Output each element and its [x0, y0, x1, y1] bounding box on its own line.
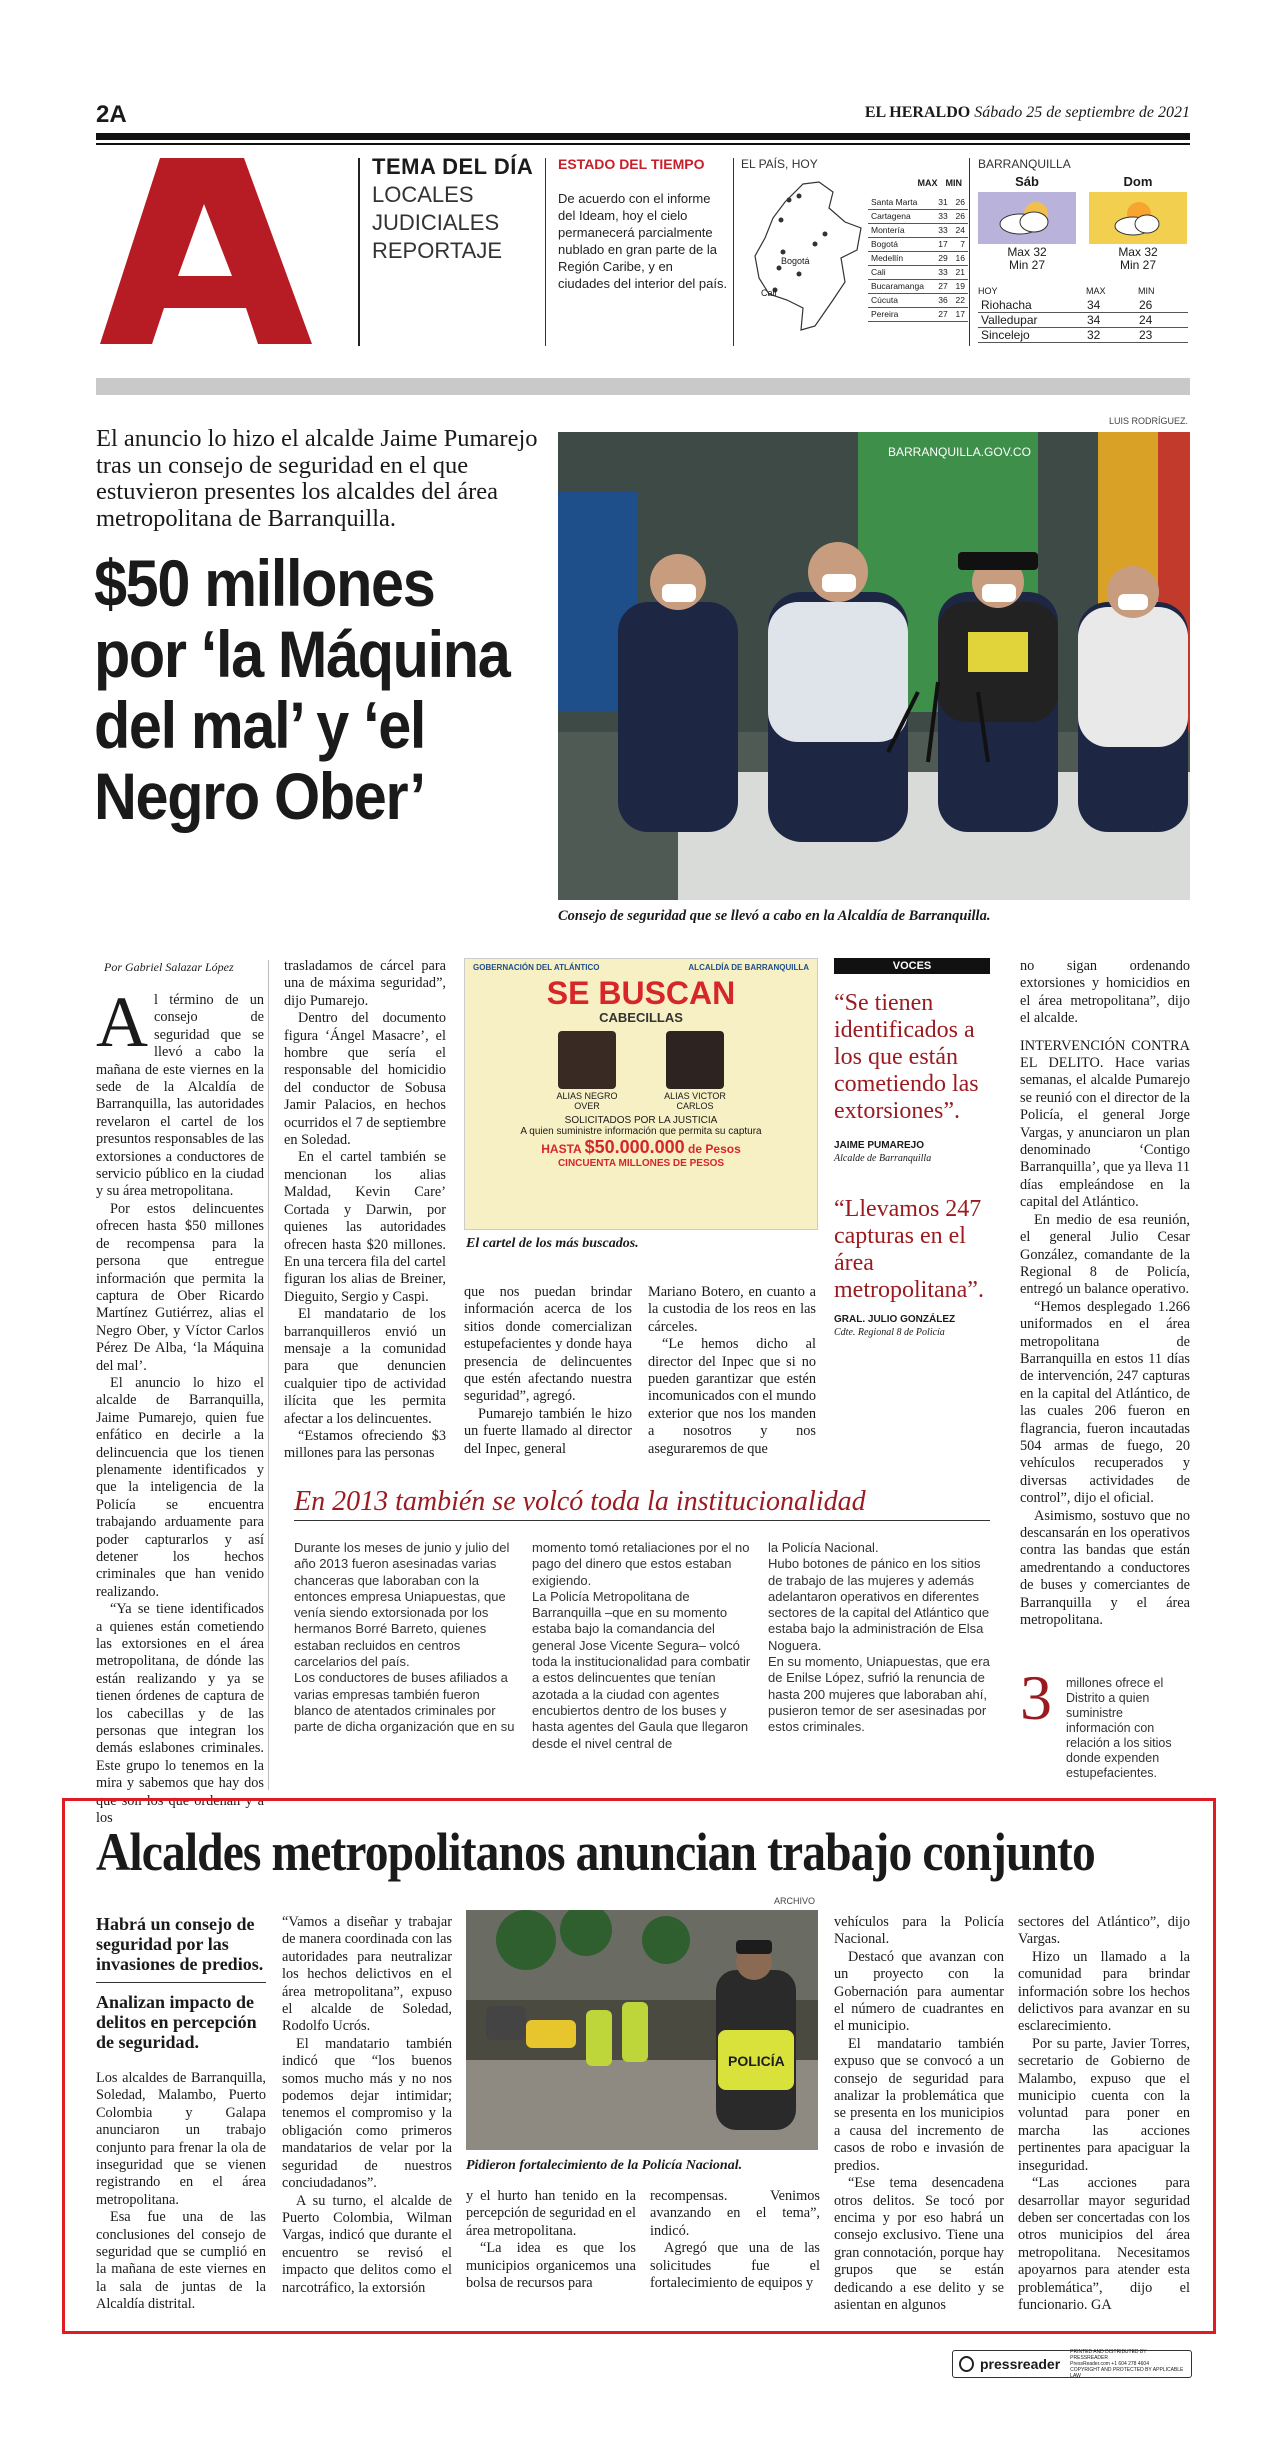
lead-col1-p2: Por estos delincuentes ofrecen hasta $50 millones de recompensa para la persona que entregue información que permita la captura de Ober Ricardo Martínez Gutiérrez, alias el Negro Ober, y Víctor Carlos Pérez De Alba, ‘la Máquina del mal’.	[96, 1200, 264, 1374]
section-band	[96, 378, 1190, 395]
weather-divider-1	[545, 158, 546, 346]
city-max: 33	[934, 210, 951, 224]
forecast-day-name: Dom	[1123, 174, 1153, 189]
weather-text: De acuerdo con el informe del Ideam, hoy el cielo permanecerá parcialmente nublado en gran parte de la Región Caribe, y en ciudades del interior del país.	[558, 191, 728, 291]
section-divider	[358, 158, 360, 346]
city-name: Cúcuta	[868, 294, 934, 308]
city-weather-row	[868, 266, 968, 280]
region-name: Sincelejo	[978, 328, 1084, 343]
reward-post: de Pesos	[688, 1142, 741, 1156]
section-sublabel-3: REPORTAJE	[372, 238, 502, 263]
lead-col5-p3: En medio de esa reunión, el general Julio Cesar González, comandante de la Regional 8 de Policía, entregó un balance operativo.	[1020, 1211, 1190, 1298]
city-weather-table-wrap	[868, 178, 968, 322]
second-col6-p1: sectores del Atlántico”, dijo Vargas.	[1018, 1914, 1190, 1948]
lead-col-2	[284, 958, 446, 1463]
city-min-header: MIN	[945, 178, 962, 188]
second-deck-2: Analizan impacto de delitos en percepción de seguridad.	[96, 1992, 257, 2052]
city-weather-row	[868, 308, 968, 322]
city-weather-row	[868, 224, 968, 238]
fact-number: 3	[1020, 1662, 1052, 1733]
lead-col2-p4: El mandatario de los barranquilleros envió un mensaje a la comunidad para que denuncien cualquier tipo de actividad ilícita que les permita afectar a los delincuentes.	[284, 1306, 446, 1427]
second-col2-p1: “Vamos a diseñar y trabajar de manera coordinada con las autoridades para neutralizar los hechos delictivos en el área metropolitana”, expuso el alcalde de Soledad, Rodolfo Ucrós.	[282, 1914, 452, 2035]
city-max: 33	[934, 224, 951, 238]
issue-date: Sábado 25 de septiembre de 2021	[974, 104, 1190, 121]
city-min: 26	[951, 210, 968, 224]
map-label-cali: Cali	[761, 288, 777, 298]
city-min: 19	[951, 280, 968, 294]
pressreader-small-2: PressReader.com +1 604 278 4604	[1070, 2361, 1149, 2367]
poster-title: SE BUSCAN	[546, 975, 736, 1011]
poster-info: A quien suministre información que permita su captura	[520, 1126, 762, 1137]
lead-col5-p4: “Hemos desplegado 1.266 uniformados en el área metropolitana de Barranquilla en estos 11 días de intervención, 247 capturas en la capital del Atlántico, de las cuales 206 fueron en flagrancia, fueron incautadas 504 armas de fuego, 20 vehículos recuperados y diversas actividades de control”, dijo el oficial.	[1020, 1298, 1190, 1507]
second-col6-p3: Por su parte, Javier Torres, secretario de Gobierno de Malambo, expuso que el municipio cuenta con la voluntad para poner en marcha las acciones pertinentes para apaciguar la inseguridad.	[1018, 2035, 1190, 2174]
sidebar-2013-col-3: la Policía Nacional. Hubo botones de pánico en los sitios de trabajo de las mujeres y además adelantaron operativos en diferentes sectores de la capital del Atlántico que estaba bajo la administración de Elsa Noguera. En su momento, Uniapuestas, que era de Enilse López, sufrió la renuncia de hasta 200 mujeres que laboraban ahí, pusieron temor de ser asesinadas por estos criminales.	[768, 1540, 990, 1735]
city-weather-row	[868, 196, 968, 210]
tema-label: TEMA DEL DÍA	[372, 154, 534, 179]
second-col4-p2: Agregó que una de las solicitudes fue el fortalecimiento de equipos y	[650, 2240, 820, 2292]
second-deck-rule	[96, 1982, 266, 1983]
wanted-photo-2	[666, 1031, 724, 1089]
second-col5-p3: El mandatario también expuso que se convocó a un consejo de seguridad para analizar la problemática que se presenta en los municipios a causa del incremento de casos de robo e invasión de predios.	[834, 2035, 1004, 2174]
weather-divider-2	[733, 158, 734, 346]
forecast-day-dom	[1089, 174, 1187, 272]
police-vest-text: POLICÍA	[728, 2053, 785, 2069]
forecast-day-name: Sáb	[1015, 174, 1039, 189]
city-name: Santa Marta	[868, 196, 934, 210]
city-weather-row	[868, 238, 968, 252]
city-max-header: MAX	[917, 178, 938, 188]
city-name: Cali	[868, 266, 934, 280]
second-headline: Alcaldes metropolitanos anuncian trabajo conjunto	[96, 1822, 1095, 1882]
header-rule-thin	[96, 143, 1190, 145]
city-min: 16	[951, 252, 968, 266]
second-col1-p2: Esa fue una de las conclusiones del consejo de seguridad que se cumplió en la mañana de este viernes en la sala de juntas de la Alcaldía distrital.	[96, 2209, 266, 2313]
lead-col1-p1: l término de un consejo de seguridad que se llevó a cabo la mañana de este viernes en la sede de la Alcaldía de Barranquilla, las autoridades revelaron el cartel de los presuntos responsables de las extorsiones a conductores de servicio público en la ciudad y su área metropolitana.	[96, 992, 264, 1200]
lead-col5-p1: no sigan ordenando extorsiones y homicidios en el área metropolitana”, dijo el alcalde.	[1020, 958, 1190, 1027]
sidebar-2013-col-2: momento tomó retaliaciones por el no pago del dinero que estos estaban exigiendo. La Policía Metropolitana de Barranquilla –que en su momento estaba bajo la comandancia del general Jose Vicente Segura– volcó toda la institucionalidad para combatir a estos delincuentes que tenían azotada a la ciudad con agentes encubiertos dentro de los buses y hasta agentes del Gaula que llegaron desde el nivel central de	[532, 1540, 751, 1751]
city-max: 17	[934, 238, 951, 252]
fact-text: millones ofrece el Distrito a quien suministre información con relación a los sitios donde expenden estupefacientes.	[1066, 1676, 1172, 1780]
second-col1-p1: Los alcaldes de Barranquilla, Soledad, Malambo, Puerto Colombia y Galapa anunciaron un trabajo conjunto para frenar la ola de inseguridad que se vienen registrando en el área metropolitana.	[96, 2070, 266, 2208]
forecast-max: Max 32	[1118, 245, 1158, 259]
lead-col3-p1: que nos puedan brindar información acerca de los sitios donde comercializan estupefacientes y donde haya presencia de delincuentes que estén afectando nuestra seguridad”, agregó.	[464, 1284, 632, 1405]
region-min: 23	[1136, 328, 1188, 343]
city-name: Montería	[868, 224, 934, 238]
section-sublabel-1: LOCALES	[372, 182, 474, 207]
local-weather-title: BARRANQUILLA	[978, 157, 1071, 171]
pressreader-brand: pressreader	[980, 2356, 1061, 2372]
lead-col4-p1: Mariano Botero, en cuanto a la custodia de los reos en las cárceles.	[648, 1284, 816, 1335]
pressreader-small-1: PRINTED AND DISTRIBUTED BY PRESSREADER	[1070, 2349, 1147, 2361]
voces-role-1: Alcalde de Barranquilla	[834, 1153, 932, 1164]
lead-col-5	[1020, 958, 1190, 1629]
lead-col2-p1: trasladamos de cárcel para una de máxima seguridad”, dijo Pumarejo.	[284, 958, 446, 1009]
lead-col4-p2: “Le hemos dicho al director del Inpec que si no pueden garantizar que estén incomunicados con el mundo exterior que nos los manden a nosotros y nos aseguraremos de que	[648, 1336, 816, 1457]
city-weather-row	[868, 280, 968, 294]
region-min: 26	[1136, 298, 1188, 313]
city-name: Bogotá	[868, 238, 934, 252]
lead-col5-p2: INTERVENCIÓN CONTRA EL DELITO. Hace varias semanas, el alcalde Pumarejo se reunió con el director de la Policía, el general Jorge Vargas, y anunciaron un plan denominado ‘Contigo Barranquilla’, que ya lleva 11 días empleándose en la capital del Atlántico.	[1020, 1037, 1190, 1211]
poster-logo-right: ALCALDÍA DE BARRANQUILLA	[688, 963, 809, 972]
poster-logo-left: GOBERNACIÓN DEL ATLÁNTICO	[473, 963, 600, 972]
city-name: Cartagena	[868, 210, 934, 224]
header-rule-thick	[96, 133, 1190, 140]
second-col2-p3: A su turno, el alcalde de Puerto Colombia, Wilman Vargas, indicó que durante el encuentro se revisó el impacto que delitos como el narcotráfico, la extorsión	[282, 2192, 452, 2296]
second-col-5	[834, 1914, 1004, 2314]
weather-title: ESTADO DEL TIEMPO	[558, 156, 705, 172]
city-name: Pereira	[868, 308, 934, 322]
wanted-poster	[464, 958, 818, 1230]
pressreader-logo-icon	[959, 2356, 974, 2372]
region-weather-row	[978, 313, 1188, 328]
city-max: 27	[934, 280, 951, 294]
voces-label: VOCES	[834, 958, 990, 974]
second-deck-1: Habrá un consejo de seguridad por las invasiones de predios.	[96, 1914, 264, 1974]
dropcap: A	[96, 982, 148, 1062]
region-weather-row	[978, 298, 1188, 313]
paper-name: EL HERALDO	[864, 104, 971, 121]
forecast-min: Min 27	[1119, 258, 1157, 272]
lead-col-3	[464, 1284, 632, 1458]
lead-col2-p5: “Estamos ofreciendo $3 millones para las personas	[284, 1427, 446, 1462]
lead-photo	[558, 432, 1190, 900]
forecast-max: Max 32	[1007, 245, 1047, 259]
second-col5-p2: Destacó que avanzan con un proyecto con la Gobernación para aumentar el número de cuadrantes en el municipio.	[834, 1948, 1004, 2035]
second-col-3	[466, 2188, 636, 2292]
voces-role-2: Cdte. Regional 8 de Policía	[834, 1327, 945, 1338]
svg-text:BARRANQUILLA.GOV.CO: BARRANQUILLA.GOV.CO	[888, 445, 1031, 459]
city-max: 33	[934, 266, 951, 280]
city-min: 22	[951, 294, 968, 308]
city-max: 29	[934, 252, 951, 266]
hoy-label: HOY	[978, 286, 998, 296]
poster-caption: El cartel de los más buscados.	[466, 1236, 639, 1251]
second-photo-caption: Pidieron fortalecimiento de la Policía Nacional.	[466, 2158, 743, 2173]
pressreader-small-3: COPYRIGHT AND PROTECTED BY APPLICABLE LAW	[1070, 2367, 1184, 2379]
lead-col1-p3: El anuncio lo hizo el alcalde de Barranquilla, Jaime Pumarejo, quien fue enfático en decirle a la delincuencia que los tienen plenamente identificados y que la inteligencia de la Policía se encuentra trabajando arduamente para poder capturarlos y así detener los hechos criminales que han venido realizando.	[96, 1374, 264, 1600]
city-min: 21	[951, 266, 968, 280]
wanted-name-1: ALIAS NEGRO OVER	[556, 1091, 618, 1111]
section-sublabel-2: JUDICIALES	[372, 210, 500, 235]
second-col-2	[282, 1914, 452, 2297]
reward-amount: $50.000.000	[584, 1137, 685, 1157]
city-max: 31	[934, 196, 951, 210]
forecast-day-sab	[978, 174, 1076, 272]
wanted-photo-1	[558, 1031, 616, 1089]
second-col-4	[650, 2188, 820, 2292]
poster-solicitados: SOLICITADOS POR LA JUSTICIA	[564, 1115, 718, 1126]
country-weather-title: EL PAÍS, HOY	[741, 157, 818, 171]
lead-col2-p2: Dentro del documento figura ‘Ángel Masacre’, el hombre que sería el responsable del homicidio del conductor de Sobusa Jamir Palacios, en hechos ocurridos el 7 de septiembre en Soledad.	[284, 1010, 446, 1149]
city-max: 27	[934, 308, 951, 322]
lead-col-1	[96, 982, 264, 1828]
byline: Por Gabriel Salazar López	[104, 960, 234, 974]
voces-name-2: GRAL. JULIO GONZÁLEZ	[834, 1314, 956, 1325]
city-min: 7	[951, 238, 968, 252]
region-weather-table	[978, 298, 1188, 343]
second-col6-p4: “Las acciones para desarrollar mayor seguridad deben ser concertadas con los otros municipios del área metropolitana. Necesitamos apoyarnos para atender esta problemática”, dijo el funcionario. GA	[1018, 2175, 1190, 2313]
city-min: 24	[951, 224, 968, 238]
reward-pre: HASTA	[541, 1142, 582, 1156]
region-max: 34	[1084, 313, 1136, 328]
region-name: Valledupar	[978, 313, 1084, 328]
second-col2-p2: El mandatario también indicó que “los buenos somos mucho más y no nos podemos dejar intimidar; tenemos el compromiso y la obligación como primeros mandatarios de velar por la seguridad de nuestros conciudadanos”.	[282, 2035, 452, 2192]
lead-col2-p3: En el cartel también se mencionan los alias Maldad, Kevin Care’ Cortada y Darwin, por quienes las autoridades ofrecen hasta $20 millones. En una tercera fila del cartel figuran los alias de Breiner, Dieguito, Sergio y Caspi.	[284, 1149, 446, 1305]
sidebar-2013-col-1: Durante los meses de junio y julio del año 2013 fueron asesinadas varias chanceras que laboraban con la entonces empresa Uniapuestas, que venía siendo extorsionada por los hermanos Borré Barreto, quienes estaban recluidos en centros carcelarios del país. Los conductores de buses afiliados a varias empresas también fueron blanco de atentados criminales por parte de dicha organización que en su	[294, 1540, 515, 1735]
lead-headline: $50 millones por ‘la Máquina del mal’ y ‘el Negro Ober’	[94, 546, 510, 833]
city-min: 17	[951, 308, 968, 322]
region-min: 24	[1136, 313, 1188, 328]
region-max: 32	[1084, 328, 1136, 343]
second-col3-p2: “La idea es que los municipios organicemos una bolsa de recursos para	[466, 2240, 636, 2292]
section-a-glyph	[96, 158, 316, 344]
lead-photo-caption: Consejo de seguridad que se llevó a cabo en la Alcaldía de Barranquilla.	[558, 908, 991, 924]
page-number: 2A	[96, 101, 127, 128]
pressreader-badge[interactable]	[952, 2350, 1192, 2378]
second-col5-p1: vehículos para la Policía Nacional.	[834, 1914, 1004, 1948]
lead-col-4	[648, 1284, 816, 1458]
region-max: 34	[1084, 298, 1136, 313]
cloudy-sun-icon	[978, 192, 1076, 244]
sidebar-2013-rule	[294, 1520, 990, 1521]
poster-subtitle: CABECILLAS	[599, 1010, 683, 1025]
sunny-cloud-icon	[1089, 192, 1187, 244]
region-max-header: MAX	[1086, 286, 1106, 296]
second-col6-p2: Hizo un llamado a la comunidad para brindar información sobre los hechos delictivos para avanzar en su esclarecimiento.	[1018, 1948, 1190, 2035]
city-name: Bucaramanga	[868, 280, 934, 294]
city-min: 26	[951, 196, 968, 210]
city-weather-row	[868, 252, 968, 266]
archive-label: ARCHIVO	[774, 1896, 816, 1906]
region-min-header: MIN	[1138, 286, 1155, 296]
second-col3-p1: y el hurto han tenido en la percepción de seguridad en el área metropolitana.	[466, 2188, 636, 2239]
photo-credit: LUIS RODRÍGUEZ.	[1108, 416, 1188, 426]
map-label-bogota: Bogotá	[781, 256, 810, 266]
second-col5-p4: “Ese tema desencadena otros delitos. Se tocó por encima y por eso habrá un consejo exclusivo. Tiene una gran connotación, porque hay grupos que se están dedicando a ese delito y se asientan en algunos	[834, 2175, 1004, 2313]
colombia-map	[741, 178, 871, 338]
region-weather-row	[978, 328, 1188, 343]
voces-quote-1: “Se tienen identificados a los que están cometiendo las extorsiones”.	[834, 990, 979, 1124]
voces-name-1: JAIME PUMAREJO	[834, 1140, 925, 1151]
sidebar-2013-title: En 2013 también se volcó toda la institucionalidad	[294, 1486, 866, 1517]
second-col-1	[96, 2070, 266, 2314]
weather-divider-3	[969, 158, 970, 346]
city-weather-row	[868, 210, 968, 224]
masthead-info	[865, 104, 1190, 122]
col-rule-1	[268, 960, 269, 1790]
section-letter-logo	[96, 158, 316, 344]
forecast-min: Min 27	[1008, 258, 1046, 272]
city-weather-table	[868, 196, 968, 322]
city-weather-row	[868, 294, 968, 308]
lead-col1-p4: “Ya se tiene identificados a quienes están cometiendo las extorsiones en el área metropolitana, de dónde las están realizando y ya se tienen órdenes de captura de los cabecillas y de las personas que integran los demás eslabones criminales. Este grupo lo tenemos en la mira y sabemos que hay dos que son los que ordenan y a los	[96, 1601, 264, 1827]
city-max: 36	[934, 294, 951, 308]
second-photo	[466, 1910, 818, 2150]
lead-col3-p2: Pumarejo también le hizo un fuerte llamado al director del Inpec, general	[464, 1405, 632, 1457]
region-table-header	[978, 286, 1188, 296]
city-name: Medellín	[868, 252, 934, 266]
second-col-6	[1018, 1914, 1190, 2314]
second-col4-p1: recompensas. Venimos avanzando en el tema”, indicó.	[650, 2188, 820, 2239]
wanted-name-2: ALIAS VICTOR CARLOS	[664, 1091, 726, 1111]
region-name: Riohacha	[978, 298, 1084, 313]
reward-words: CINCUENTA MILLONES DE PESOS	[557, 1158, 725, 1169]
lead-deck: El anuncio lo hizo el alcalde Jaime Pumarejo tras un consejo de seguridad en el que estuvieron presentes los alcaldes del área metropolitana de Barranquilla.	[96, 425, 538, 532]
lead-col5-p5: Asimismo, sostuvo que no descansarán en los operativos contra las bandas que están amedrentando a conductores de buses y comerciantes de Barranquilla y el área metropolitana.	[1020, 1507, 1190, 1629]
voces-quote-2: “Llevamos 247 capturas en el área metropolitana”.	[834, 1196, 984, 1303]
